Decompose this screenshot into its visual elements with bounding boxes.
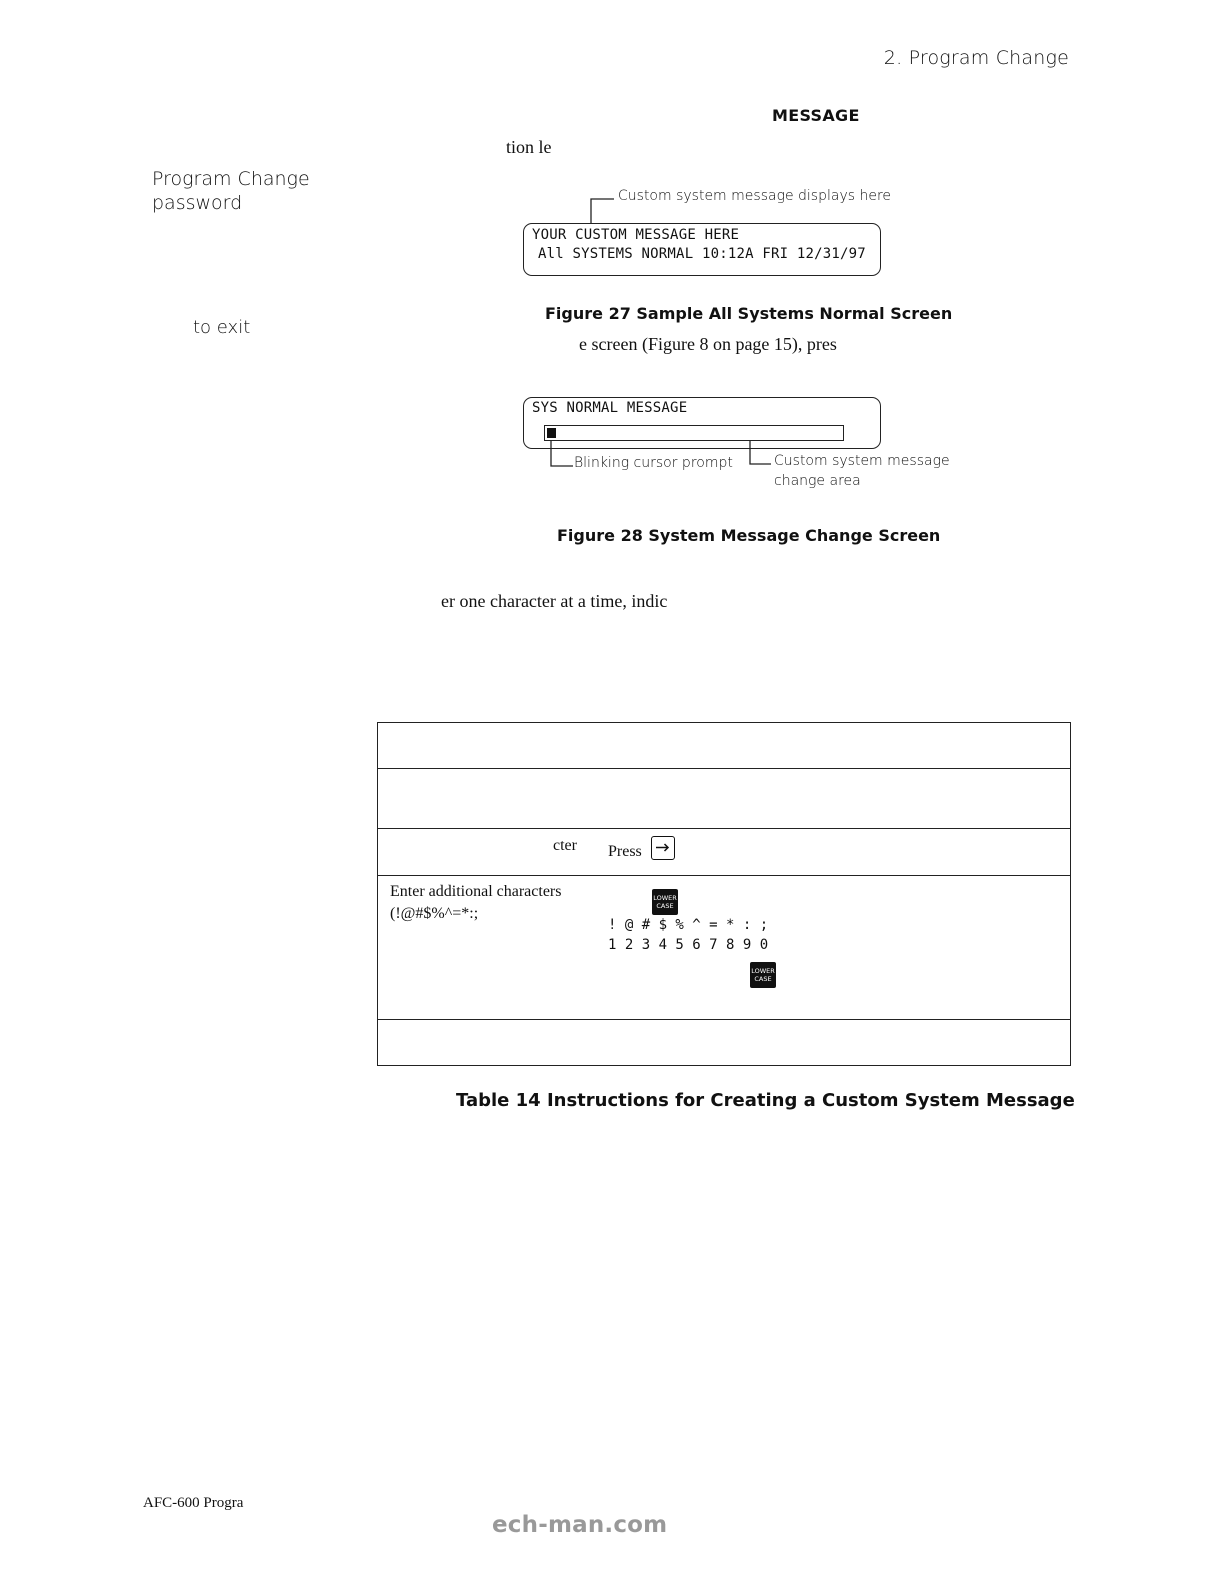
- fig27-caption: Figure 27 Sample All Systems Normal Screen: [545, 304, 953, 323]
- instructions-table: [377, 722, 1071, 1066]
- blinking-cursor: [547, 428, 556, 438]
- body-fragment-3: er one character at a time, indic: [441, 591, 668, 611]
- fig27-lcd-line-1: YOUR CUSTOM MESSAGE HERE: [532, 227, 740, 243]
- fig28-caption: Figure 28 System Message Change Screen: [557, 526, 941, 545]
- table-row4-left-2: (!@#$%^=*:;: [390, 905, 479, 922]
- fig28-lcd-line-1: SYS NORMAL MESSAGE: [532, 400, 688, 416]
- fig28-callout-area-2: change area: [774, 473, 861, 489]
- table-row4-digits: 1 2 3 4 5 6 7 8 9 0: [608, 937, 769, 953]
- fig27-callout: Custom system message displays here: [618, 188, 892, 204]
- message-heading: MESSAGE: [772, 106, 860, 125]
- table-row4-left-1: Enter additional characters: [390, 883, 562, 900]
- key-label-case: CASE: [754, 975, 772, 983]
- table-row3-right: Press: [608, 843, 642, 860]
- table-row-divider: [378, 828, 1070, 829]
- fig28-callout-area-1: Custom system message: [774, 453, 950, 469]
- body-fragment-2: e screen (Figure 8 on page 15), pres: [579, 334, 837, 354]
- table14-caption: Table 14 Instructions for Creating a Custom System Message: [456, 1090, 1075, 1111]
- table-row-divider: [378, 768, 1070, 769]
- table-row-divider: [378, 1019, 1070, 1020]
- lower-case-key-icon: [652, 889, 678, 915]
- right-arrow-key-icon: [651, 836, 675, 860]
- fig28-callout-cursor: Blinking cursor prompt: [574, 455, 733, 471]
- fig27-lcd-screen: [523, 223, 881, 276]
- footer-manual-title: AFC-600 Progra: [143, 1495, 244, 1511]
- margin-note-password: Program Change password: [152, 168, 310, 214]
- table-row3-left: cter: [553, 837, 577, 854]
- body-fragment-1: tion le: [506, 137, 552, 157]
- message-change-area: [544, 425, 844, 441]
- lower-case-key-icon: [750, 962, 776, 988]
- key-label-lower: LOWER: [751, 967, 775, 975]
- margin-note-exit: to exit: [193, 317, 251, 338]
- table-row4-symbols: ! @ # $ % ^ = * : ;: [608, 917, 769, 933]
- fig27-lcd-line-2: All SYSTEMS NORMAL 10:12A FRI 12/31/97: [538, 246, 866, 262]
- section-header: 2. Program Change: [883, 47, 1069, 69]
- key-label-lower: LOWER: [653, 894, 677, 902]
- watermark: ech-man.com: [492, 1512, 668, 1538]
- key-label-case: CASE: [656, 902, 674, 910]
- table-row-divider: [378, 875, 1070, 876]
